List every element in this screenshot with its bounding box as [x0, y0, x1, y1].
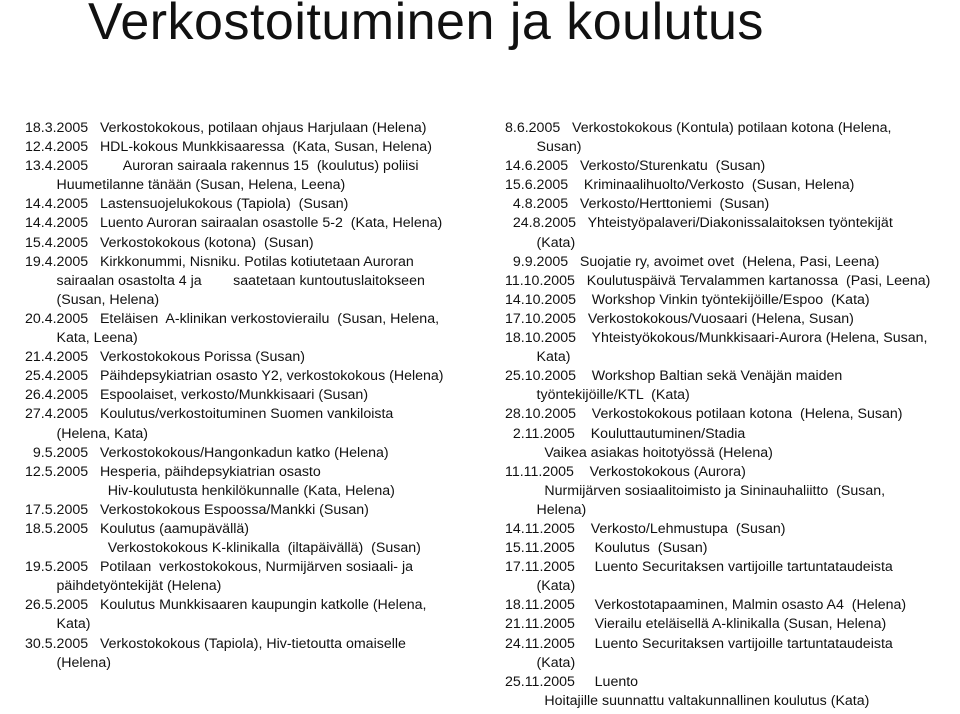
event-line: (Helena) [25, 654, 111, 671]
event-line: 11.10.2005 Koulutuspäivä Tervalammen kartanossa (Pasi, Leena) [505, 272, 931, 289]
left-column [25, 119, 480, 673]
event-line: (Kata) [505, 654, 576, 671]
event-line: 25.10.2005 Workshop Baltian sekä Venäjän maiden [505, 368, 843, 385]
event-line: Susan) [505, 139, 582, 156]
event-line: 25.4.2005 Päihdepsykiatrian osasto Y2, verkostokokous (Helena) [25, 368, 444, 385]
event-line: 17.11.2005 Luento Securitaksen vartijoille tartuntataudeista [505, 559, 893, 576]
event-line: 19.5.2005 Potilaan verkostokokous, Nurmijärven sosiaali- ja [25, 559, 413, 576]
event-line: 14.4.2005 Lastensuojelukokous (Tapiola) (Susan) [25, 196, 349, 213]
event-line: 15.6.2005 Kriminaalihuolto/Verkosto (Susan, Helena) [505, 177, 855, 194]
event-line: 26.4.2005 Espoolaiset, verkosto/Munkkisaari (Susan) [25, 387, 369, 404]
event-line: Nurmijärven sosiaalitoimisto ja Sininauhaliitto (Susan, [505, 482, 886, 499]
event-line: 25.11.2005 Luento [505, 673, 639, 690]
event-line: 9.5.2005 Verkostokokous/Hangonkadun katko (Helena) [25, 444, 389, 461]
event-line: (Susan, Helena) [25, 291, 160, 308]
event-line: 18.10.2005 Yhteistyökokous/Munkkisaari-Aurora (Helena, Susan, [505, 330, 928, 347]
event-line: Vaikea asiakas hoitotyössä (Helena) [505, 444, 773, 461]
event-line: Kata, Leena) [25, 330, 138, 347]
event-line: (Kata) [505, 234, 576, 251]
right-column [505, 119, 955, 711]
event-line: 15.11.2005 Koulutus (Susan) [505, 540, 708, 557]
event-line: 27.4.2005 Koulutus/verkostoituminen Suomen vankiloista [25, 406, 394, 423]
event-line: 26.5.2005 Koulutus Munkkisaaren kaupungin katkolle (Helena, [25, 597, 427, 614]
event-line: 24.8.2005 Yhteistyöpalaveri/Diakonissalaitoksen työntekijät [505, 215, 893, 232]
event-line: Helena) [505, 501, 587, 518]
event-line: 14.11.2005 Verkosto/Lehmustupa (Susan) [505, 520, 786, 537]
event-line: 2.11.2005 Kouluttautuminen/Stadia [505, 425, 746, 442]
event-line: 24.11.2005 Luento Securitaksen vartijoille tartuntataudeista [505, 635, 893, 652]
event-line: 30.5.2005 Verkostokokous (Tapiola), Hiv-tietoutta omaiselle [25, 635, 406, 652]
event-line: 28.10.2005 Verkostokokous potilaan kotona (Helena, Susan) [505, 406, 903, 423]
event-line: työntekijöille/KTL (Kata) [505, 387, 690, 404]
page-title: Verkostoituminen ja koulutus [88, 0, 764, 51]
event-line: 14.4.2005 Luento Auroran sairaalan osastolle 5-2 (Kata, Helena) [25, 215, 443, 232]
event-line: 18.11.2005 Verkostotapaaminen, Malmin osasto A4 (Helena) [505, 597, 907, 614]
event-line: 9.9.2005 Suojatie ry, avoimet ovet (Helena, Pasi, Leena) [505, 253, 880, 270]
event-line: 21.4.2005 Verkostokokous Porissa (Susan) [25, 349, 305, 366]
event-line: sairaalan osastolta 4 ja saatetaan kuntoutuslaitokseen [25, 272, 425, 289]
event-line: Verkostokokous K-klinikalla (iltapäivällä) (Susan) [25, 540, 421, 557]
event-line: Kata) [25, 616, 91, 633]
event-line: Hoitajille suunnattu valtakunnallinen koulutus (Kata) [505, 692, 870, 709]
event-line: Hiv-koulutusta henkilökunnalle (Kata, Helena) [25, 482, 395, 499]
event-line: 14.10.2005 Workshop Vinkin työntekijöille/Espoo (Kata) [505, 291, 870, 308]
event-line: 18.3.2005 Verkostokokous, potilaan ohjaus Harjulaan (Helena) [25, 120, 427, 136]
event-line: 4.8.2005 Verkosto/Herttoniemi (Susan) [505, 196, 770, 213]
event-line: 19.4.2005 Kirkkonummi, Nisniku. Potilas kotiutetaan Auroran [25, 253, 414, 270]
event-line: Kata) [505, 349, 571, 366]
event-line: 20.4.2005 Eteläisen A-klinikan verkostovierailu (Susan, Helena, [25, 310, 440, 327]
event-line: 17.10.2005 Verkostokokous/Vuosaari (Helena, Susan) [505, 310, 854, 327]
event-line: (Helena, Kata) [25, 425, 149, 442]
event-line: 21.11.2005 Vierailu eteläisellä A-klinikalla (Susan, Helena) [505, 616, 887, 633]
event-line: 14.6.2005 Verkosto/Sturenkatu (Susan) [505, 158, 766, 175]
event-line: 8.6.2005 Verkostokokous (Kontula) potilaan kotona (Helena, [505, 120, 892, 136]
event-line: 17.5.2005 Verkostokokous Espoossa/Mankki (Susan) [25, 501, 369, 518]
event-line: Huumetilanne tänään (Susan, Helena, Leena) [25, 177, 346, 194]
event-line: 18.5.2005 Koulutus (aamupävällä) [25, 520, 249, 537]
event-line: 11.11.2005 Verkostokokous (Aurora) [505, 463, 746, 480]
event-line: päihdetyöntekijät (Helena) [25, 578, 222, 595]
event-line: 13.4.2005 Auroran sairaala rakennus 15 (koulutus) poliisi [25, 158, 419, 175]
event-line: 12.4.2005 HDL-kokous Munkkisaaressa (Kata, Susan, Helena) [25, 139, 432, 156]
event-line: 12.5.2005 Hesperia, päihdepsykiatrian osasto [25, 463, 321, 480]
event-line: (Kata) [505, 578, 576, 595]
event-line: 15.4.2005 Verkostokokous (kotona) (Susan) [25, 234, 314, 251]
